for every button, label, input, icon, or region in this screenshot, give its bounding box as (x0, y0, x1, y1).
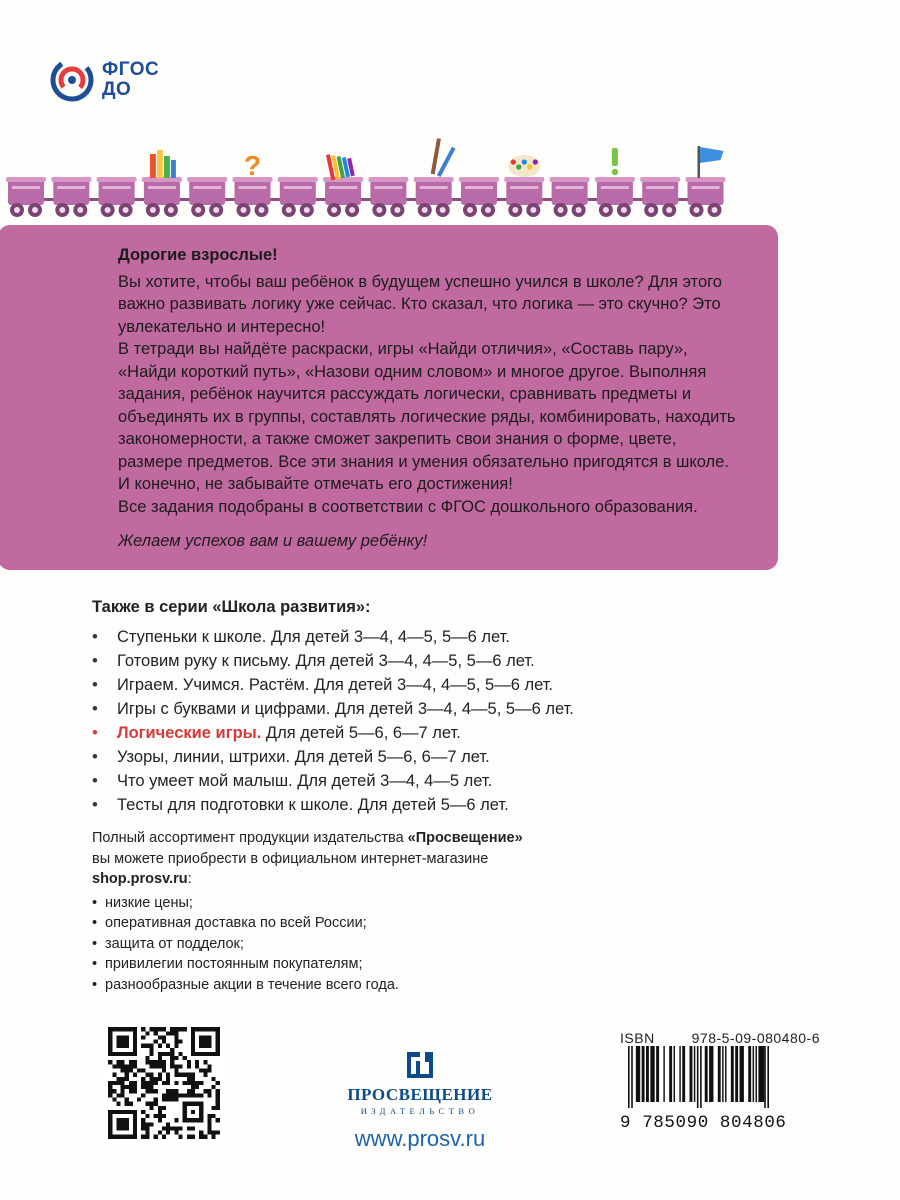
isbn-barcode (620, 1030, 820, 1133)
benefit-item: • разнообразные акции в течение всего года. (92, 975, 652, 996)
train-wagon (142, 150, 190, 217)
isbn-label: ISBN (620, 1030, 655, 1046)
train-wagon (233, 150, 281, 217)
panel-closing: Желаем успехов вам и вашему ребёнку! (118, 532, 428, 550)
logo-line2: ДО (102, 79, 132, 100)
svg-text:?: ? (243, 150, 262, 181)
isbn-number: 978-5-09-080480-6 (691, 1030, 820, 1046)
panel-paragraph-1: Вы хотите, чтобы ваш ребёнок в будущем успешно учился в школе? Для этого важно развивать логику уже сейчас. Кто сказал, что логика — это скучно? Это увлекательно и интересно! (118, 272, 722, 336)
publisher-name: ПРОСВЕЩЕНИЕ (347, 1085, 493, 1104)
train-wagon (51, 177, 99, 217)
current-title: Логические игры. (117, 724, 262, 742)
isbn-line (620, 1030, 820, 1046)
train-wagon (97, 177, 145, 217)
panel-heading: Дорогие взрослые! (118, 246, 278, 264)
barcode-digits: 9 785090 804806 (620, 1113, 787, 1133)
series-heading: Также в серии «Школа развития»: (92, 598, 371, 616)
shop-site-suffix: : (187, 871, 192, 887)
publisher-block (330, 1048, 510, 1152)
train-wagon (6, 177, 54, 217)
benefit-item: • защита от подделок; (92, 934, 652, 955)
shop-brand: «Просвещение» (407, 830, 523, 846)
shop-intro-a: Полный ассортимент продукции издательства (92, 830, 408, 846)
publisher-sub: ИЗДАТЕЛЬСТВО (360, 1106, 480, 1116)
series-item: • Играем. Учимся. Растём. Для детей 3—4, 4—5, 5—6 лет. (92, 673, 712, 697)
train-wagon (459, 177, 507, 217)
shop-intro-b: вы можете приобрести в официальном интернет-магазине (92, 850, 489, 867)
series-item: • Узоры, линии, штрихи. Для детей 5—6, 6—7 лет. (92, 745, 712, 769)
shop-site-link[interactable]: shop.prosv.ru (92, 871, 188, 887)
train-wagons (6, 138, 726, 217)
train-wagon (595, 148, 643, 217)
fgos-logo (50, 58, 159, 102)
shop-intro (92, 828, 652, 849)
series-item: • Что умеет мой малыш. Для детей 3—4, 4—5 лет. (92, 769, 712, 793)
series-list (92, 595, 712, 817)
current-rest: Для детей 5—6, 6—7 лет. (261, 724, 461, 742)
train-wagon (550, 177, 598, 217)
train-wagon (504, 155, 552, 217)
series-item-current (92, 721, 712, 745)
prosv-logo-icon (407, 1048, 433, 1078)
panel-paragraph-2: В тетради вы найдёте раскраски, игры «Найди отличия», «Составь пару», «Найди короткий путь», «Назови одним словом» и многое другое. Выполняя задания, ребёнок научится рассуждать логически, сравнивать предметы и объединять их в группы, составлять логические ряды, комбинировать, находить закономерности, а также сможет закрепить свои знания о форме, цвете, размере предметов. Все эти знания и умения обязательно пригодятся в школе. И конечно, не забывайте отмечать его достижения! (118, 340, 736, 493)
qr-code[interactable] (104, 1023, 224, 1143)
series-item: • Готовим руку к письму. Для детей 3—4, 4—5, 5—6 лет. (92, 649, 712, 673)
shop-info (92, 828, 652, 995)
train-wagon (278, 177, 326, 217)
info-panel-text (118, 244, 743, 553)
panel-paragraph-3: Все задания подобраны в соответствии с ФГОС дошкольного образования. (118, 497, 698, 516)
fgos-emblem-icon (50, 58, 94, 102)
train-wagon (640, 177, 688, 217)
train-wagon (414, 138, 462, 217)
train-wagon (686, 146, 726, 217)
logo-line1: ФГОС (102, 59, 160, 80)
series-item: • Ступеньки к школе. Для детей 3—4, 4—5, 5—6 лет. (92, 625, 712, 649)
train-wagon (187, 177, 235, 217)
train-wagon (323, 154, 371, 217)
train-wagon (368, 177, 416, 217)
train-illustration (0, 130, 900, 230)
series-item: • Тесты для подготовки к школе. Для детей 5—6 лет. (92, 793, 712, 817)
benefit-item: • привилегии постоянным покупателям; (92, 954, 652, 975)
publisher-url[interactable]: www.prosv.ru (354, 1126, 486, 1151)
series-item: • Игры с буквами и цифрами. Для детей 3—4, 4—5, 5—6 лет. (92, 697, 712, 721)
barcode-bars (620, 1046, 820, 1108)
benefit-item: • низкие цены; (92, 893, 652, 914)
benefit-item: • оперативная доставка по всей России; (92, 913, 652, 934)
